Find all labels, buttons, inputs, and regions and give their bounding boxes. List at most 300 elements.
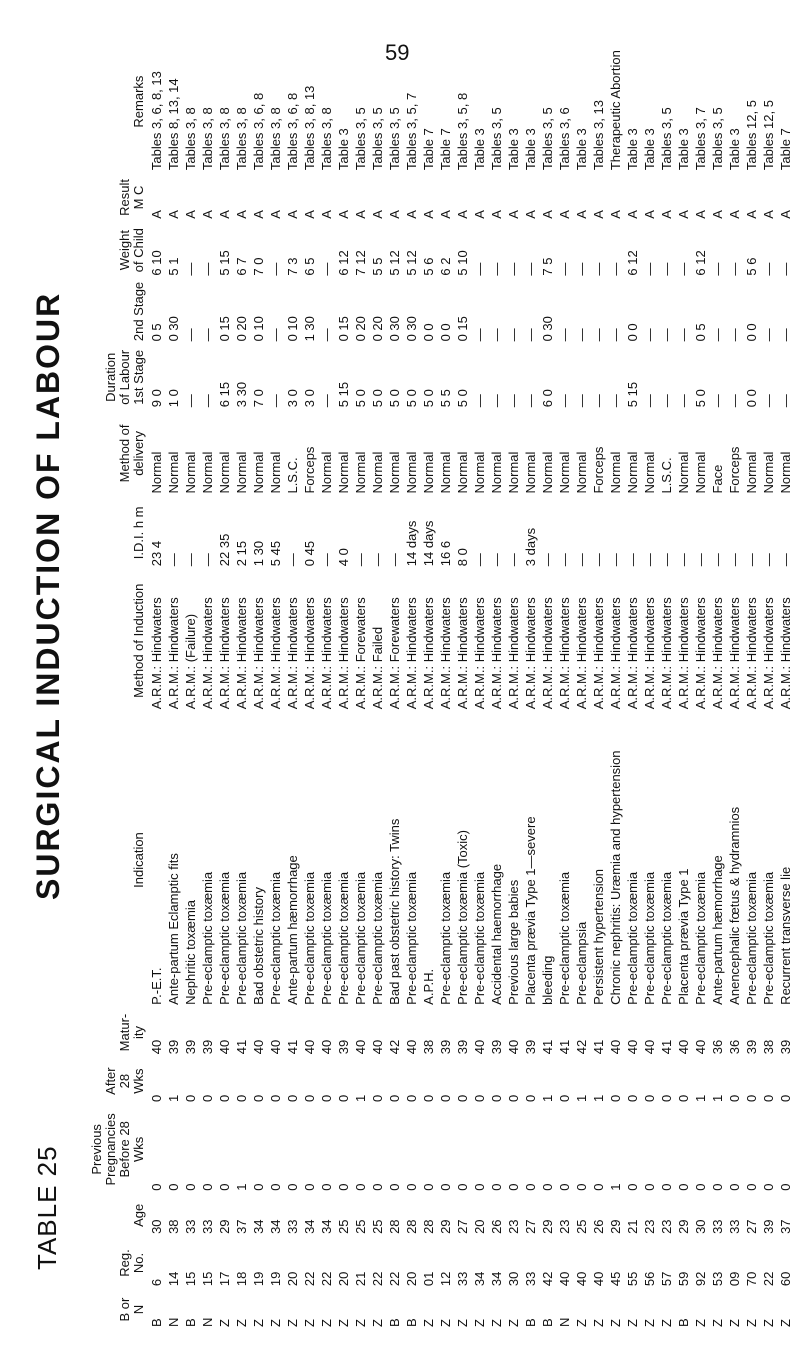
cell-type: Z (319, 1319, 334, 1327)
cell-meth: A.R.M.: Hindwaters (421, 597, 436, 710)
cell-mat: 41 (591, 1039, 606, 1055)
cell-res: A (319, 210, 334, 219)
cell-wt: 7 0 (251, 257, 266, 276)
cell-pb: 0 (251, 1183, 266, 1191)
cell-age: 25 (353, 1219, 368, 1234)
cell-pb: 0 (285, 1183, 300, 1191)
cell-ind: Bad past obstetric history: Twins (387, 818, 402, 1005)
cell-meth: A.R.M.: Hindwaters (523, 597, 538, 710)
cell-pb: 1 (234, 1183, 249, 1191)
cell-type: Z (268, 1319, 283, 1327)
table-row (165, 30, 182, 1330)
cell-res: A (608, 210, 623, 219)
cell-reg: 09 (727, 1271, 742, 1287)
cell-idi: — (183, 553, 198, 567)
cell-ind: Anencephalic fœtus & hydramnios (727, 806, 742, 1005)
cell-idi: — (557, 553, 572, 567)
cell-reg: 15 (183, 1271, 198, 1287)
table-row (743, 30, 760, 1330)
cell-del: Normal (183, 451, 198, 494)
cell-rem: Tables 3, 8 (268, 107, 283, 171)
cell-meth: A.R.M.: Hindwaters (217, 597, 232, 710)
cell-d2: — (183, 328, 198, 342)
cell-wt: 6 12 (625, 250, 640, 276)
cell-idi: — (574, 553, 589, 567)
cell-d2: — (727, 328, 742, 342)
cell-type: Z (217, 1319, 232, 1327)
cell-idi: — (319, 553, 334, 567)
cell-idi: 3 days (523, 527, 538, 567)
cell-idi: — (200, 553, 215, 567)
cell-reg: 30 (506, 1271, 521, 1287)
cell-wt: — (676, 262, 691, 276)
cell-idi: — (489, 553, 504, 567)
cell-pb: 0 (625, 1183, 640, 1191)
cell-mat: 40 (404, 1039, 419, 1055)
cell-rem: Tables 3, 6, 8 (251, 92, 266, 171)
cell-pb: 0 (642, 1183, 657, 1191)
cell-res: A (421, 210, 436, 219)
cell-ind: Pre-eclamptic toxæmia (234, 871, 249, 1005)
cell-pb: 0 (370, 1183, 385, 1191)
cell-pb: 1 (608, 1183, 623, 1191)
cell-reg: 6 (149, 1278, 164, 1287)
induction-table (88, 30, 794, 1330)
cell-d2: — (591, 328, 606, 342)
cell-reg: 22 (302, 1271, 317, 1287)
cell-reg: 60 (778, 1271, 793, 1287)
cell-pb: 0 (778, 1183, 793, 1191)
cell-mat: 39 (166, 1039, 181, 1055)
cell-del: Normal (506, 451, 521, 494)
cell-reg: 40 (591, 1271, 606, 1287)
cell-d2: 0 0 (625, 323, 640, 342)
cell-del: Normal (234, 451, 249, 494)
cell-d1: — (472, 394, 487, 408)
table-row (590, 30, 607, 1330)
cell-rem: Therapeutic Abortion (608, 50, 623, 171)
cell-res: A (285, 210, 300, 219)
cell-age: 30 (149, 1219, 164, 1234)
cell-rem: Tables 3, 8 (183, 107, 198, 171)
cell-del: Normal (404, 451, 419, 494)
cell-idi: 5 45 (268, 540, 283, 567)
table-row (471, 30, 488, 1330)
cell-type: N (166, 1317, 181, 1327)
cell-d2: 0 20 (353, 316, 368, 342)
cell-rem: Table 7 (421, 128, 436, 171)
cell-pb: 0 (523, 1183, 538, 1191)
cell-type: Z (285, 1319, 300, 1327)
cell-reg: 19 (251, 1271, 266, 1287)
cell-reg: 22 (319, 1271, 334, 1287)
cell-age: 34 (302, 1219, 317, 1234)
cell-idi: — (166, 553, 181, 567)
table-row (658, 30, 675, 1330)
table-row (777, 30, 794, 1330)
cell-idi: — (727, 553, 742, 567)
cell-age: 23 (557, 1219, 572, 1234)
cell-type: Z (625, 1319, 640, 1327)
cell-idi: 22 35 (217, 533, 232, 567)
cell-type: Z (251, 1319, 266, 1327)
cell-pb: 0 (404, 1183, 419, 1191)
cell-ind: Pre-eclamptic toxæmia (319, 871, 334, 1005)
cell-ind: Placenta prævia Type 1—severe (523, 816, 538, 1005)
cell-wt: — (319, 262, 334, 276)
cell-type: Z (659, 1319, 674, 1327)
cell-rem: Tables 12, 5 (761, 100, 776, 171)
cell-del: Normal (693, 451, 708, 494)
table-title: SURGICAL INDUCTION OF LABOUR (30, 291, 66, 900)
cell-age: 29 (540, 1219, 555, 1234)
cell-d1: 5 0 (455, 389, 470, 408)
cell-pa: 0 (506, 1094, 521, 1102)
cell-meth: A.R.M.: Hindwaters (234, 597, 249, 710)
table-label: TABLE 25 (32, 1145, 62, 1270)
col-prev-after: After 28 Wks (103, 1067, 146, 1095)
cell-type: Z (353, 1319, 368, 1327)
cell-age: 25 (574, 1219, 589, 1234)
cell-d1: — (200, 394, 215, 408)
cell-pb: 0 (676, 1183, 691, 1191)
cell-d1: 5 15 (336, 381, 351, 408)
table-row (148, 30, 165, 1330)
cell-idi: — (676, 553, 691, 567)
cell-ind: Ante-partum Eclamptic fits (166, 853, 181, 1005)
cell-wt: — (472, 262, 487, 276)
cell-age: 27 (523, 1219, 538, 1234)
cell-rem: Tables 3, 5 (540, 107, 555, 171)
cell-d2: — (506, 328, 521, 342)
cell-d2: 0 15 (336, 316, 351, 342)
cell-age: 28 (404, 1219, 419, 1234)
cell-pa: 0 (455, 1094, 470, 1102)
cell-pb: 0 (455, 1183, 470, 1191)
cell-meth: A.R.M.: Hindwaters (285, 597, 300, 710)
cell-ind: Pre-eclamptic toxæmia (438, 871, 453, 1005)
cell-del: Normal (608, 451, 623, 494)
cell-wt: 5 6 (421, 257, 436, 276)
table-row (216, 30, 233, 1330)
cell-age: 28 (387, 1219, 402, 1234)
table-row (556, 30, 573, 1330)
table-row (267, 30, 284, 1330)
cell-pa: 1 (166, 1094, 181, 1102)
cell-pb: 0 (302, 1183, 317, 1191)
cell-ind: Previous large babies (506, 879, 521, 1005)
cell-ind: Pre-eclampsia (574, 921, 589, 1005)
cell-type: Z (642, 1319, 657, 1327)
cell-ind: Pre-eclamptic toxæmia (625, 871, 640, 1005)
cell-del: Normal (489, 451, 504, 494)
cell-pa: 1 (353, 1094, 368, 1102)
cell-ind: Pre-eclamptic toxæmia (693, 871, 708, 1005)
cell-idi: — (387, 553, 402, 567)
cell-wt: — (574, 262, 589, 276)
cell-ind: Ante-partum hæmorrhage (285, 855, 300, 1005)
cell-age: 37 (234, 1219, 249, 1234)
cell-res: A (591, 210, 606, 219)
cell-mat: 40 (608, 1039, 623, 1055)
cell-d2: 0 0 (438, 323, 453, 342)
cell-d2: — (778, 328, 793, 342)
cell-mat: 39 (778, 1039, 793, 1055)
cell-d1: — (574, 394, 589, 408)
cell-age: 33 (200, 1219, 215, 1234)
cell-rem: Tables 3, 8 (234, 107, 249, 171)
table-row (641, 30, 658, 1330)
cell-d2: 0 5 (693, 323, 708, 342)
cell-wt: — (268, 262, 283, 276)
cell-pb: 0 (693, 1183, 708, 1191)
table-row (369, 30, 386, 1330)
cell-res: A (489, 210, 504, 219)
cell-ind: Accidental haemorrhage (489, 863, 504, 1005)
cell-pb: 0 (149, 1183, 164, 1191)
cell-meth: A.R.M.: (Failure) (183, 613, 198, 710)
cell-mat: 40 (251, 1039, 266, 1055)
cell-rem: Tables 3, 5 (710, 107, 725, 171)
cell-rem: Tables 3, 5 (370, 107, 385, 171)
cell-age: 27 (744, 1219, 759, 1234)
cell-pb: 0 (761, 1183, 776, 1191)
cell-reg: 33 (455, 1271, 470, 1287)
cell-pa: 0 (557, 1094, 572, 1102)
cell-rem: Tables 3, 8 (200, 107, 215, 171)
cell-res: A (659, 210, 674, 219)
cell-type: Z (710, 1319, 725, 1327)
cell-meth: A.R.M.: Hindwaters (302, 597, 317, 710)
cell-type: B (676, 1318, 691, 1327)
cell-wt: 6 10 (149, 250, 164, 276)
cell-res: A (404, 210, 419, 219)
cell-pb: 0 (319, 1183, 334, 1191)
cell-d1: 6 0 (540, 389, 555, 408)
table-row (624, 30, 641, 1330)
cell-idi: — (591, 553, 606, 567)
cell-del: Normal (744, 451, 759, 494)
cell-pa: 0 (523, 1094, 538, 1102)
cell-meth: A.R.M.: Hindwaters (251, 597, 266, 710)
cell-res: A (625, 210, 640, 219)
cell-idi: 1 30 (251, 540, 266, 567)
cell-ind: Pre-eclamptic toxæmia (404, 871, 419, 1005)
cell-wt: 6 2 (438, 257, 453, 276)
cell-res: A (472, 210, 487, 219)
cell-res: A (710, 210, 725, 219)
cell-d1: 5 0 (693, 389, 708, 408)
cell-meth: A.R.M.: Hindwaters (693, 597, 708, 710)
cell-pb: 0 (557, 1183, 572, 1191)
cell-reg: 34 (489, 1271, 504, 1287)
cell-meth: A.R.M.: Hindwaters (438, 597, 453, 710)
cell-reg: 57 (659, 1271, 674, 1287)
cell-idi: — (693, 553, 708, 567)
cell-del: Normal (557, 451, 572, 494)
cell-del: Face (710, 464, 725, 494)
cell-type: Z (472, 1319, 487, 1327)
cell-mat: 39 (455, 1039, 470, 1055)
cell-meth: A.R.M.: Hindwaters (149, 597, 164, 710)
cell-wt: — (642, 262, 657, 276)
col-reg: Reg. No. (117, 1249, 146, 1277)
cell-wt: — (183, 262, 198, 276)
col-method: Method of Induction (131, 583, 146, 698)
cell-meth: A.R.M.: Hindwaters (557, 597, 572, 710)
cell-rem: Table 3 (574, 128, 589, 171)
cell-meth: A.R.M.: Hindwaters (455, 597, 470, 710)
cell-d2: — (200, 328, 215, 342)
cell-ind: Placenta prævia Type 1 (676, 868, 691, 1005)
cell-d2: — (642, 328, 657, 342)
cell-meth: A.R.M.: Hindwaters (659, 597, 674, 710)
cell-d1: — (727, 394, 742, 408)
cell-pa: 0 (625, 1094, 640, 1102)
cell-meth: A.R.M.: Hindwaters (744, 597, 759, 710)
cell-reg: 34 (472, 1271, 487, 1287)
cell-reg: 40 (557, 1271, 572, 1287)
cell-pa: 0 (659, 1094, 674, 1102)
cell-rem: Table 3 (642, 128, 657, 171)
cell-pa: 1 (693, 1094, 708, 1102)
cell-d1: 5 0 (421, 389, 436, 408)
cell-rem: Tables 3, 5 (489, 107, 504, 171)
cell-reg: 21 (353, 1271, 368, 1287)
cell-d2: 0 15 (455, 316, 470, 342)
cell-res: A (744, 210, 759, 219)
cell-type: Z (455, 1319, 470, 1327)
cell-d2: — (676, 328, 691, 342)
cell-type: Z (693, 1319, 708, 1327)
cell-pa: 0 (336, 1094, 351, 1102)
cell-idi: 0 45 (302, 540, 317, 567)
cell-ind: Pre-eclamptic toxæmia (200, 871, 215, 1005)
cell-pa: 0 (234, 1094, 249, 1102)
cell-wt: 7 3 (285, 257, 300, 276)
cell-age: 23 (659, 1219, 674, 1234)
table-row (318, 30, 335, 1330)
col-duration-2nd: 2nd Stage (131, 281, 146, 342)
cell-reg: 53 (710, 1271, 725, 1287)
cell-age: 26 (591, 1219, 606, 1234)
cell-idi: — (659, 553, 674, 567)
cell-d1: 6 15 (217, 381, 232, 408)
table-row (692, 30, 709, 1330)
cell-idi: 16 6 (438, 540, 453, 567)
cell-mat: 40 (506, 1039, 521, 1055)
cell-res: A (370, 210, 385, 219)
cell-reg: 55 (625, 1271, 640, 1287)
cell-reg: 15 (200, 1271, 215, 1287)
cell-d1: — (710, 394, 725, 408)
cell-wt: — (710, 262, 725, 276)
cell-d2: — (761, 328, 776, 342)
cell-pa: 0 (404, 1094, 419, 1102)
cell-res: A (693, 210, 708, 219)
cell-del: Forceps (727, 446, 742, 494)
cell-res: A (251, 210, 266, 219)
cell-meth: A.R.M.: Hindwaters (625, 597, 640, 710)
cell-type: Z (438, 1319, 453, 1327)
cell-age: 27 (455, 1219, 470, 1234)
cell-pa: 0 (268, 1094, 283, 1102)
cell-ind: Pre-eclamptic toxæmia (217, 871, 232, 1005)
cell-res: A (557, 210, 572, 219)
cell-type: B (387, 1318, 402, 1327)
table-row (182, 30, 199, 1330)
cell-res: A (761, 210, 776, 219)
cell-d2: — (489, 328, 504, 342)
cell-idi: — (625, 553, 640, 567)
cell-reg: 22 (387, 1271, 402, 1287)
cell-meth: A.R.M.: Failed (370, 626, 385, 710)
cell-pa: 0 (285, 1094, 300, 1102)
cell-idi: — (353, 553, 368, 567)
cell-pa: 0 (217, 1094, 232, 1102)
cell-idi: — (370, 553, 385, 567)
cell-pa: 1 (591, 1094, 606, 1102)
cell-meth: A.R.M.: Hindwaters (540, 597, 555, 710)
cell-idi: — (285, 553, 300, 567)
cell-d2: 0 20 (370, 316, 385, 342)
cell-d1: 7 0 (251, 389, 266, 408)
cell-meth: A.R.M.: Hindwaters (268, 597, 283, 710)
cell-mat: 40 (217, 1039, 232, 1055)
cell-meth: A.R.M.: Hindwaters (676, 597, 691, 710)
cell-res: A (523, 210, 538, 219)
cell-rem: Tables 3, 5 (659, 107, 674, 171)
cell-mat: 41 (540, 1039, 555, 1055)
table-row (522, 30, 539, 1330)
cell-meth: A.R.M.: Hindwaters (642, 597, 657, 710)
cell-meth: A.R.M.: Hindwaters (506, 597, 521, 710)
cell-ind: Recurrent transverse lie (778, 866, 793, 1005)
cell-mat: 39 (336, 1039, 351, 1055)
cell-d1: — (642, 394, 657, 408)
cell-rem: Tables 3, 8, 13 (302, 85, 317, 171)
cell-idi: — (540, 553, 555, 567)
cell-pa: 1 (540, 1094, 555, 1102)
cell-d1: — (659, 394, 674, 408)
cell-pb: 0 (421, 1183, 436, 1191)
table-row (335, 30, 352, 1330)
cell-del: Normal (472, 451, 487, 494)
cell-d1: 5 5 (438, 389, 453, 408)
cell-del: Forceps (302, 446, 317, 494)
cell-pa: 0 (642, 1094, 657, 1102)
cell-type: B (523, 1318, 538, 1327)
cell-ind: Pre-eclamptic toxæmia (Toxic) (455, 829, 470, 1005)
cell-age: 33 (710, 1219, 725, 1234)
cell-mat: 39 (489, 1039, 504, 1055)
cell-ind: Pre-eclamptic toxæmia (557, 871, 572, 1005)
table-row (352, 30, 369, 1330)
cell-d1: 5 15 (625, 381, 640, 408)
cell-reg: 14 (166, 1271, 181, 1287)
cell-rem: Table 3 (472, 128, 487, 171)
cell-del: Normal (676, 451, 691, 494)
cell-reg: 56 (642, 1271, 657, 1287)
table-row (573, 30, 590, 1330)
cell-ind: Bad obstetric history (251, 887, 266, 1005)
cell-pa: 0 (744, 1094, 759, 1102)
cell-reg: 45 (608, 1271, 623, 1287)
cell-mat: 40 (693, 1039, 708, 1055)
cell-type: Z (744, 1319, 759, 1327)
cell-del: L.S.C. (285, 457, 300, 494)
cell-type: N (200, 1317, 215, 1327)
